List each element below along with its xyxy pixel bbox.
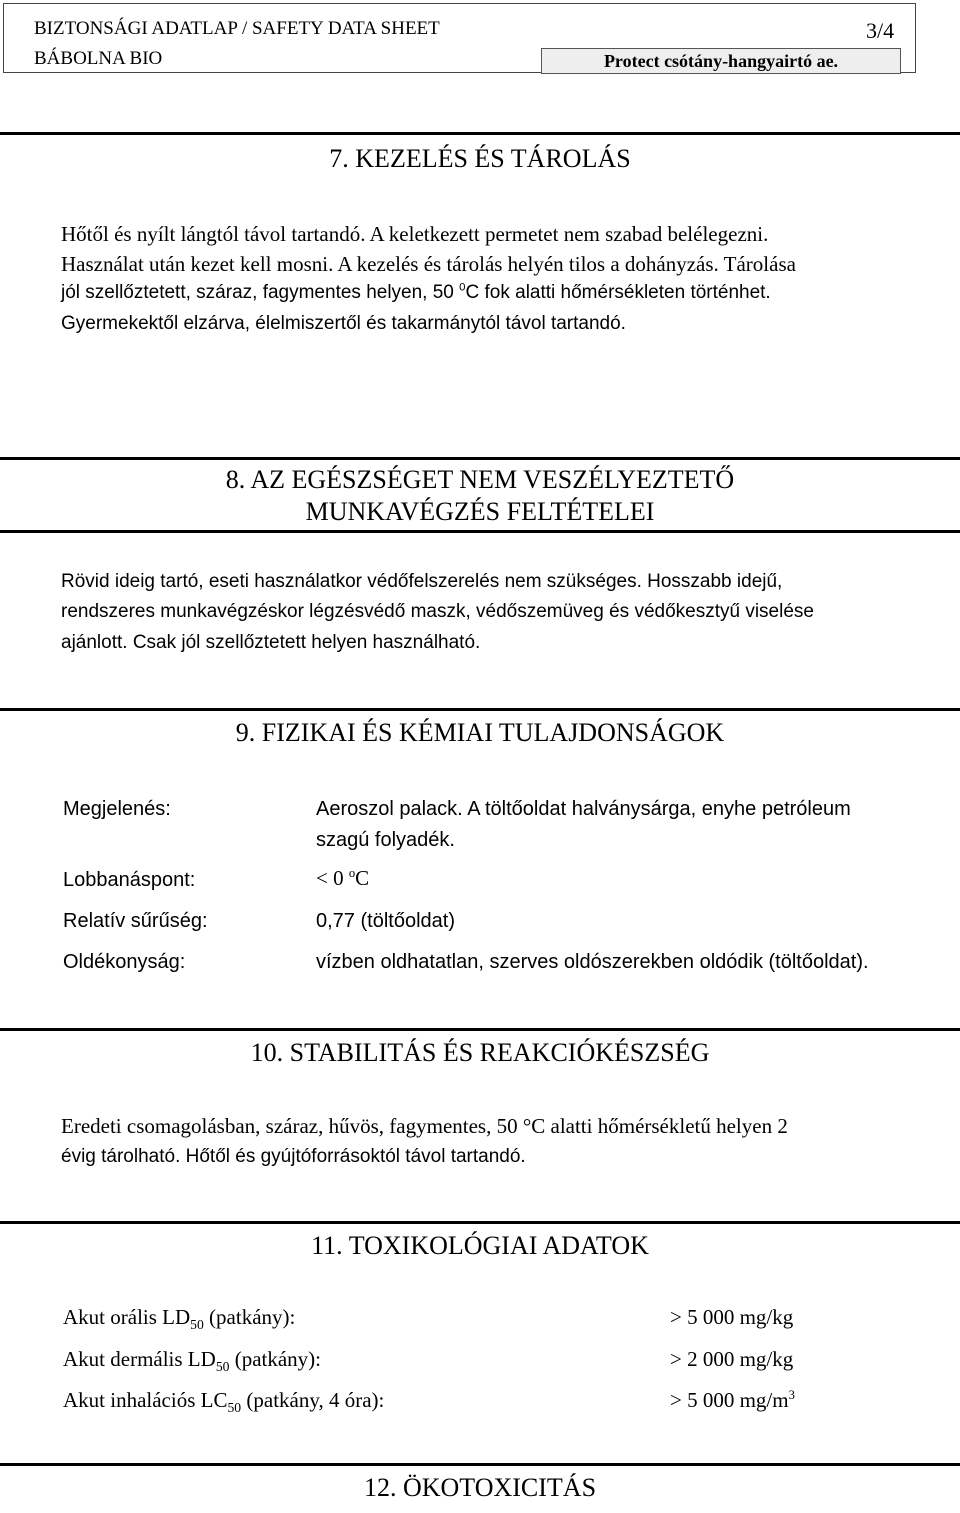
prop-label-density: Relatív sűrűség: <box>63 910 208 932</box>
tox-value-inhalation: > 5 000 $mg/m^3$ <box>670 1388 795 1412</box>
s7-line-1: Hőtől és nyílt lángtól távol tartandó. A keletkezett permetet nem szabad belélegezni. <box>61 222 769 246</box>
s10-line-2: évig tárolható. Hőtől és gyújtóforrásoktól távol tartandó. <box>61 1146 526 1167</box>
prop-label-appearance: Megjelenés: <box>63 798 171 820</box>
page-number: 3/4 <box>866 18 895 43</box>
section-7-rule <box>0 132 960 135</box>
s7-line-3: jól szellőztetett, száraz, fagymentes helyen, 50 $^0$C fok alatti hőmérsékleten történhet. <box>61 281 771 303</box>
document-title: BIZTONSÁGI ADATLAP / SAFETY DATA SHEET <box>34 18 440 39</box>
section-12-rule <box>0 1463 960 1466</box>
section-11-rule <box>0 1221 960 1224</box>
section-8-rule-bottom <box>0 530 960 533</box>
section-9-rule <box>0 708 960 711</box>
prop-value-appearance-2: szagú folyadék. <box>316 829 455 851</box>
section-7-title: 7. KEZELÉS ÉS TÁROLÁS <box>329 144 631 173</box>
product-name: Protect csótány-hangyairtó ae. <box>541 48 901 74</box>
s8-line-2: rendszeres munkavégzéskor légzésvédő maszk, védőszemüveg és védőkesztyű viselése <box>61 601 814 622</box>
prop-value-appearance-1: Aeroszol palack. A töltőoldat halványsárga, enyhe petróleum <box>316 798 851 820</box>
section-12-title: 12. ÖKOTOXICITÁS <box>363 1473 597 1502</box>
section-10-title: 10. STABILITÁS ÉS REAKCIÓKÉSZSÉG <box>250 1038 710 1067</box>
section-11-title: 11. TOXIKOLÓGIAI ADATOK <box>311 1231 649 1260</box>
s8-line-1: Rövid ideig tartó, eseti használatkor védőfelszerelés nem szükséges. Hosszabb idejű, <box>61 571 783 592</box>
section-8-title-line-1: 8. AZ EGÉSZSÉGET NEM VESZÉLYEZTETŐ <box>225 465 735 494</box>
section-8-rule-top <box>0 457 960 460</box>
company-name: BÁBOLNA BIO <box>34 48 163 69</box>
prop-value-flashpoint: < 0 $^o$C <box>316 866 370 890</box>
prop-label-solubility: Oldékonyság: <box>63 951 186 973</box>
s7-line-4: Gyermekektől elzárva, élelmiszertől és takarmánytól távol tartandó. <box>61 313 626 334</box>
tox-value-oral: > 5 000 mg/kg <box>670 1305 794 1329</box>
tox-label-dermal: Akut dermális $LD_{50}$ (patkány): <box>63 1347 321 1375</box>
section-8-title-line-2: MUNKAVÉGZÉS FELTÉTELEI <box>305 497 655 526</box>
prop-label-flashpoint: Lobbanáspont: <box>63 869 196 891</box>
tox-value-dermal: > 2 000 mg/kg <box>670 1347 794 1371</box>
header-box <box>3 3 916 73</box>
tox-label-oral: Akut orális $LD_{50}$ (patkány): <box>63 1305 296 1333</box>
section-10-rule <box>0 1028 960 1031</box>
section-9-title: 9. FIZIKAI ÉS KÉMIAI TULAJDONSÁGOK <box>235 718 725 747</box>
s7-line-2: Használat után kezet kell mosni. A kezelés és tárolás helyén tilos a dohányzás. Tárolása <box>61 252 796 276</box>
prop-value-density: 0,77 (töltőoldat) <box>316 910 455 932</box>
s8-line-3: ajánlott. Csak jól szellőztetett helyen használható. <box>61 632 481 653</box>
prop-value-solubility: vízben oldhatatlan, szerves oldószerekben oldódik (töltőoldat). <box>316 951 869 973</box>
tox-label-inhalation: Akut inhalációs $LC_{50}$ (patkány, 4 óra): <box>63 1388 385 1416</box>
s10-line-1: Eredeti csomagolásban, száraz, hűvös, fagymentes, 50 °C alatti hőmérsékletű helyen 2 <box>61 1114 788 1138</box>
